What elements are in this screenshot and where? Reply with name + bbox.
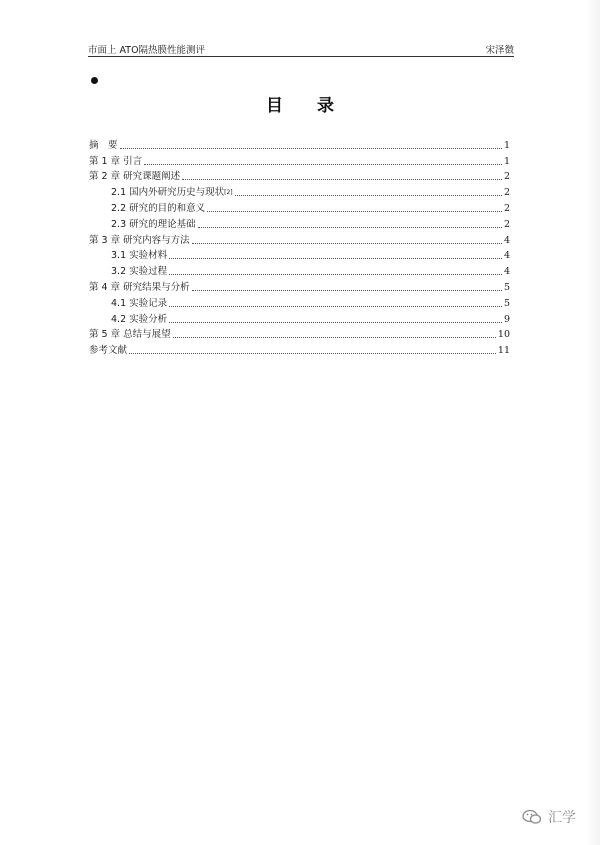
wechat-icon <box>522 809 542 825</box>
dot-leader <box>182 179 502 180</box>
toc-title: 目 录 <box>266 96 348 116</box>
page-edge-shadow <box>586 0 600 845</box>
toc-entry[interactable] <box>89 294 510 310</box>
toc-entry-label: 摘 要 <box>89 139 118 151</box>
citation-marker: [2] <box>224 189 233 197</box>
dot-leader <box>173 337 496 338</box>
toc-page-number: 2 <box>503 187 510 199</box>
toc-entry[interactable] <box>89 310 510 326</box>
dot-leader <box>169 306 502 307</box>
toc-page-number: 2 <box>503 218 510 230</box>
toc-entry[interactable] <box>89 326 510 342</box>
toc-entry-label: 2.3 研究的理论基础 <box>111 218 196 230</box>
watermark-text: 汇学 <box>548 810 576 826</box>
dot-leader <box>144 164 502 165</box>
toc-entry-label: 4.2 实验分析 <box>111 313 168 325</box>
dot-leader <box>192 243 502 244</box>
toc-page-number: 11 <box>497 345 510 357</box>
dot-leader <box>169 274 502 275</box>
toc-entry-label: 3.1 实验材料 <box>111 250 168 262</box>
toc-entry-label: 参考文献 <box>89 345 128 357</box>
header-author: 宋泽徴 <box>485 45 514 56</box>
toc-page-number: 2 <box>503 171 510 183</box>
toc-entry[interactable] <box>89 231 510 247</box>
toc-entry[interactable] <box>89 341 510 357</box>
toc-entry-label: 3.2 实验过程 <box>111 266 168 278</box>
toc-entry[interactable] <box>89 262 510 278</box>
watermark <box>522 807 576 827</box>
toc-page-number: 4 <box>503 234 510 246</box>
bullet-dot <box>91 77 98 84</box>
dot-leader <box>235 195 502 196</box>
dot-leader <box>198 227 502 228</box>
toc-page-number: 4 <box>503 266 510 278</box>
toc-entry[interactable] <box>89 199 510 215</box>
toc-page-number: 1 <box>503 155 510 167</box>
toc-page-number: 10 <box>497 329 510 341</box>
toc-entry[interactable] <box>89 168 510 184</box>
dot-leader <box>169 322 502 323</box>
toc-entry-label: 第 1 章 引言 <box>89 155 143 167</box>
toc-page-number: 4 <box>503 250 510 262</box>
toc-page-number: 1 <box>503 139 510 151</box>
header-title: 市面上 ATO隔热膜性能测评 <box>88 45 206 56</box>
toc-entry[interactable] <box>89 278 510 294</box>
toc-entry-label: 第 4 章 研究结果与分析 <box>89 281 190 293</box>
toc-entry[interactable] <box>89 215 510 231</box>
dot-leader <box>169 258 502 259</box>
toc-page-number: 9 <box>503 313 510 325</box>
toc-entry-label: 2.2 研究的目的和意义 <box>111 202 206 214</box>
toc-page-number: 5 <box>503 281 510 293</box>
toc-entry-label: 4.1 实验记录 <box>111 297 168 309</box>
toc-entry-label: 第 5 章 总结与展望 <box>89 329 171 341</box>
header-rule <box>88 56 514 57</box>
dot-leader <box>207 211 502 212</box>
toc-entry[interactable] <box>89 152 510 168</box>
toc-entry[interactable] <box>89 183 510 199</box>
toc-entry[interactable] <box>89 247 510 263</box>
toc-entry-label: 2.1 国内外研究历史与现状 <box>111 187 225 199</box>
table-of-contents <box>89 136 510 357</box>
toc-entry-label: 第 2 章 研究课题阐述 <box>89 171 181 183</box>
toc-page-number: 2 <box>503 202 510 214</box>
toc-entry[interactable] <box>89 136 510 152</box>
toc-entry-label: 第 3 章 研究内容与方法 <box>89 234 190 246</box>
dot-leader <box>120 148 502 149</box>
toc-page-number: 5 <box>503 297 510 309</box>
dot-leader <box>129 353 496 354</box>
dot-leader <box>192 290 502 291</box>
